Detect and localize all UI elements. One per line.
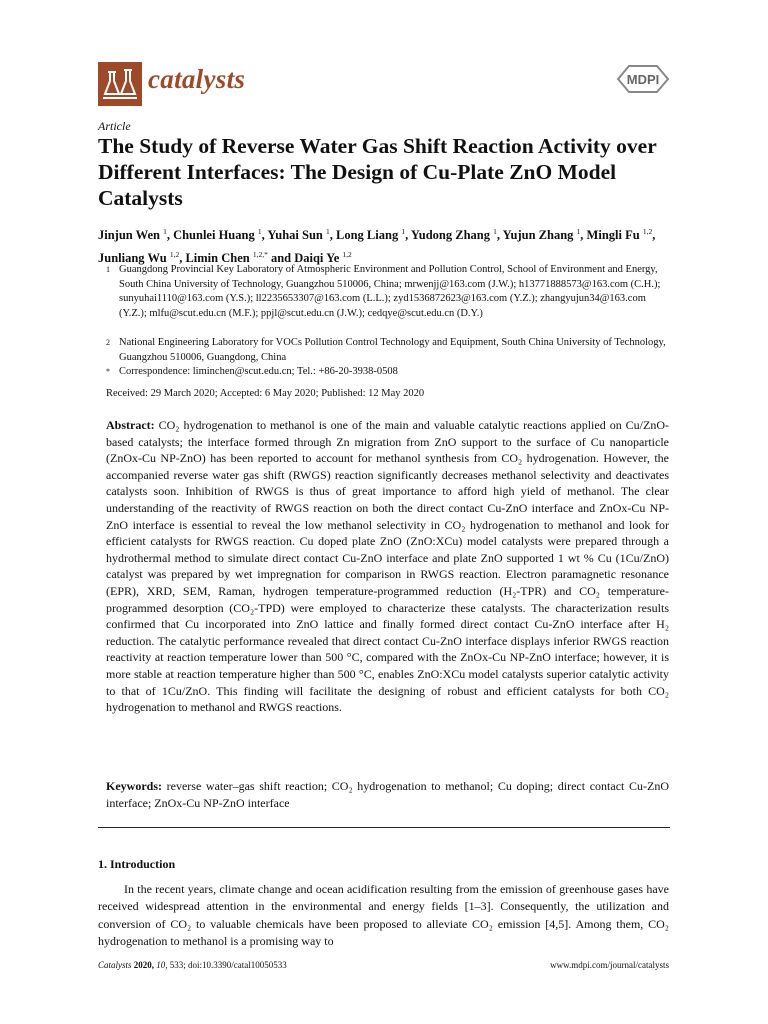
keywords-label: Keywords: bbox=[106, 779, 162, 793]
mdpi-icon bbox=[612, 62, 670, 96]
author-affiliation-marker: 1 bbox=[257, 227, 262, 236]
abstract-text: CO₂ hydrogenation to methanol is one of the main and valuable catalytic reactions applied on Cu/ZnO-based catalysts; the interface formed through Zn migration from ZnO support to the surface of Cu nanoparticle (ZnOx-Cu NP-ZnO) has been reported to account for methanol synthesis from CO₂ hydrogenation. However, the accompanied reverse water gas shift (RWGS) reaction significantly decreases methanol selectivity and deactivates catalysts soon. Inhibition of RWGS is thus of great importance to afford high yield of methanol. The clear understanding of the reactivity of RWGS reaction on both the direct contact Cu-ZnO interface and ZnOx-Cu NP-ZnO interface is essential to reveal the low methanol selectivity in CO₂ hydrogenation to methanol and look for efficient catalysts for RWGS reaction. Cu doped plate ZnO (ZnO:XCu) model catalysts were prepared through a hydrothermal method to simulate direct contact Cu-ZnO interface and plate ZnO supported 1 wt % Cu (1Cu/ZnO) catalyst was prepared by wet impregnation for comparison in RWGS reaction. Electron paramagnetic resonance (EPR), XRD, SEM, Raman, hydrogen temperature-programmed reduction (H₂-TPR) and CO₂ temperature-programmed desorption (CO₂-TPD) were employed to characterize these catalysts. The characterization results confirmed that Cu incorporated into ZnO lattice and finally formed direct contact Cu-ZnO interface after H₂ reduction. The catalytic performance revealed that direct contact Cu-ZnO interface displays inferior RWGS reaction reactivity at reaction temperature lower than 500 °C, compared with the ZnOx-Cu NP-ZnO interface; however, it is more stable at reaction temperature higher than 500 °C, enables ZnO:XCu model catalysts superior catalytic activity to that of 1Cu/ZnO. This finding will facilitate the designing of robust and efficient catalysts for both CO₂ hydrogenation to methanol and RWGS reactions. bbox=[106, 418, 670, 715]
author-affiliation-marker: 1 bbox=[576, 227, 581, 236]
author[interactable] bbox=[503, 228, 581, 242]
footer-year: 2020, bbox=[133, 960, 155, 970]
paper-title: The Study of Reverse Water Gas Shift Reaction Activity over Different Interfaces: The Design of Cu-Plate ZnO Model Catalysts bbox=[98, 134, 657, 210]
author[interactable] bbox=[98, 228, 167, 242]
author-affiliation-marker: 1 bbox=[493, 227, 497, 236]
affiliation-1 bbox=[106, 263, 668, 321]
author-name: Junliang Wu bbox=[98, 251, 167, 266]
footer-url[interactable]: www.mdpi.com/journal/catalysts bbox=[550, 960, 669, 970]
correspondence-text: Correspondence: liminchen@scut.edu.cn; Tel.: +86-20-3938-0508 bbox=[119, 366, 398, 377]
article-type: Article bbox=[98, 119, 131, 133]
author-affiliation-marker: 1 bbox=[326, 227, 330, 236]
author-affiliation-marker: 1,2,* bbox=[252, 250, 268, 260]
author-list: Jinjun Wen $^1$, Chunlei Huang $^1$, Yuhai Sun $^1$, Long Liang $^1$, Yudong Zhang $^1$, Yujun Zhang $^1$, Mingli Fu $^{1,2}$, Junliang Wu $^{1,2}$, Limin Chen $^{1,2,*}$ and Daiqi Ye $^{1,2}$ bbox=[98, 227, 656, 266]
author[interactable] bbox=[173, 228, 262, 242]
keywords-text: reverse water–gas shift reaction; CO₂ hydrogenation to methanol; Cu doping; direct contact Cu-ZnO interface; ZnOx-Cu NP-ZnO interface bbox=[106, 779, 670, 810]
author-name: Long Liang bbox=[336, 228, 399, 243]
journal-logo[interactable] bbox=[98, 62, 142, 106]
introduction-text: In the recent years, climate change and ocean acidification resulting from the emission of greenhouse gases have received widespread attention in the environmental and energy fields [1–3]. Consequently, the utilization and conversion of CO₂ to valuable chemicals have been proposed to alleviate CO₂ emission [4,5]. Among them, CO₂ hydrogenation to methanol is a promising way to bbox=[98, 882, 669, 949]
affiliation-number: * bbox=[106, 367, 110, 376]
section-heading-introduction: 1. Introduction bbox=[98, 857, 176, 871]
author-name: Yujun Zhang bbox=[502, 228, 574, 243]
correspondence bbox=[106, 365, 668, 380]
footer-volume: 10, bbox=[156, 960, 168, 970]
keywords bbox=[106, 778, 669, 811]
author[interactable] bbox=[411, 228, 497, 242]
author-affiliation-marker: 1 bbox=[163, 227, 167, 236]
author-name: Yudong Zhang bbox=[410, 228, 490, 243]
author-name: Daiqi Ye bbox=[294, 251, 340, 266]
section-divider bbox=[98, 827, 670, 828]
author[interactable] bbox=[336, 228, 405, 242]
affiliation-text: Guangdong Provincial Key Laboratory of Atmospheric Environment and Pollution Control, School of Environment and Energy, South China University of Technology, Guangzhou 510006, China; mrwenjj@163.com (J.W.); h13771888573@163.com (C.H.); sunyuhai1110@163.com (Y.S.); ll2235653307@163.com (L.L.); zyd1536872623@163.com (Y.Z.); zhangyujun34@163.com (Y.Z.); mlfu@scut.edu.cn (M.F.); ppjl@scut.edu.cn (J.W.); cedqye@scut.edu.cn (D.Y.) bbox=[119, 264, 661, 319]
author-name: Jinjun Wen bbox=[98, 228, 160, 243]
author-name: Chunlei Huang bbox=[173, 228, 255, 243]
affiliation-text: National Engineering Laboratory for VOCs Pollution Control Technology and Equipment, South China University of Technology, Guangzhou 510006, Guangdong, China bbox=[119, 337, 666, 363]
author-affiliation-marker: 1,2 bbox=[342, 250, 352, 260]
affiliation-number: 2 bbox=[106, 338, 110, 347]
author-name: Limin Chen bbox=[185, 251, 250, 266]
author-affiliation-marker: 1 bbox=[401, 227, 406, 236]
footer-journal: Catalysts bbox=[98, 960, 132, 970]
author-affiliation-marker: 1,2 bbox=[642, 227, 653, 236]
author-name: Mingli Fu bbox=[586, 228, 640, 243]
footer-citation bbox=[98, 960, 287, 970]
abstract-label: Abstract: bbox=[106, 418, 155, 432]
flask-icon bbox=[98, 62, 142, 106]
author[interactable] bbox=[587, 228, 653, 242]
author-affiliation-marker: 1,2 bbox=[169, 250, 180, 260]
abstract bbox=[106, 417, 669, 716]
publisher-name: MDPI bbox=[626, 72, 660, 87]
publication-dates: Received: 29 March 2020; Accepted: 6 May 2020; Published: 12 May 2020 bbox=[106, 388, 425, 399]
author-name: Yuhai Sun bbox=[267, 228, 323, 243]
author[interactable] bbox=[267, 228, 329, 242]
affiliation-2 bbox=[106, 336, 668, 365]
footer-doi[interactable]: 533; doi:10.3390/catal10050533 bbox=[169, 960, 287, 970]
affiliation-number: 1 bbox=[106, 265, 110, 274]
publisher-logo[interactable] bbox=[612, 62, 670, 96]
journal-name[interactable]: catalysts bbox=[148, 64, 246, 94]
